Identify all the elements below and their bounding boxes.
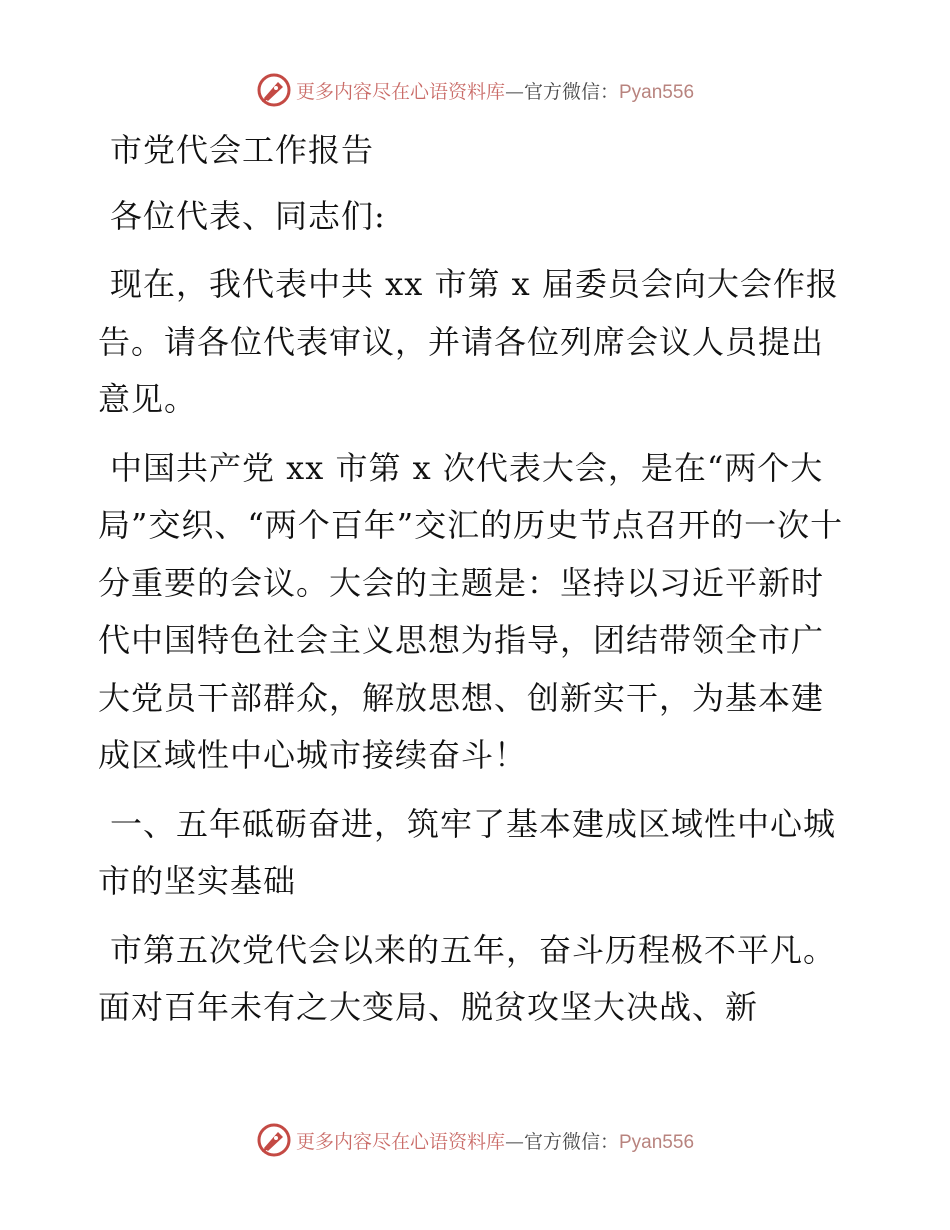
banner-site-name: 更多内容尽在心语资料库 xyxy=(295,1130,505,1153)
section-heading: 一、五年砥砺奋进，筑牢了基本建成区域性中心城市的坚实基础 xyxy=(98,804,837,900)
paragraph-1: 现在，我代表中共 xx 市第 x 届委员会向大会作报告。请各位代表审议，并请各位列席会议人员提出意见。 xyxy=(98,265,839,418)
banner-wechat-id: Pyan556 xyxy=(619,1131,695,1153)
banner-dash: — xyxy=(504,80,524,103)
salutation: 各位代表、同志们: xyxy=(110,196,386,235)
header-banner xyxy=(0,70,950,110)
document-body xyxy=(98,122,850,1048)
banner-dash: — xyxy=(504,1130,524,1153)
pen-nib-logo-icon xyxy=(256,72,292,108)
banner-wechat-label: 官方微信： xyxy=(523,80,619,103)
banner-wechat-id: Pyan556 xyxy=(619,81,695,103)
footer-banner xyxy=(0,1120,950,1160)
banner-text xyxy=(296,1127,694,1154)
banner-wechat-label: 官方微信： xyxy=(523,1130,619,1153)
document-title: 市党代会工作报告 xyxy=(110,131,375,169)
paragraph-2: 中国共产党 xx 市第 x 次代表大会，是在“两个大局”交织、“两个百年”交汇的历史节点召开的一次十分重要的会议。大会的主题是：坚持以习近平新时代中国特色社会主义思想为指导，团结带领全市广大党员干部群众，解放思想、创新实干，为基本建成区域性中心城市接续奋斗！ xyxy=(98,448,844,774)
banner-text xyxy=(296,77,694,104)
banner-site-name: 更多内容尽在心语资料库 xyxy=(295,80,505,103)
pen-nib-logo-icon xyxy=(256,1122,292,1158)
section-paragraph: 市第五次党代会以来的五年，奋斗历程极不平凡。面对百年未有之大变局、脱贫攻坚大决战、新 xyxy=(98,930,837,1026)
